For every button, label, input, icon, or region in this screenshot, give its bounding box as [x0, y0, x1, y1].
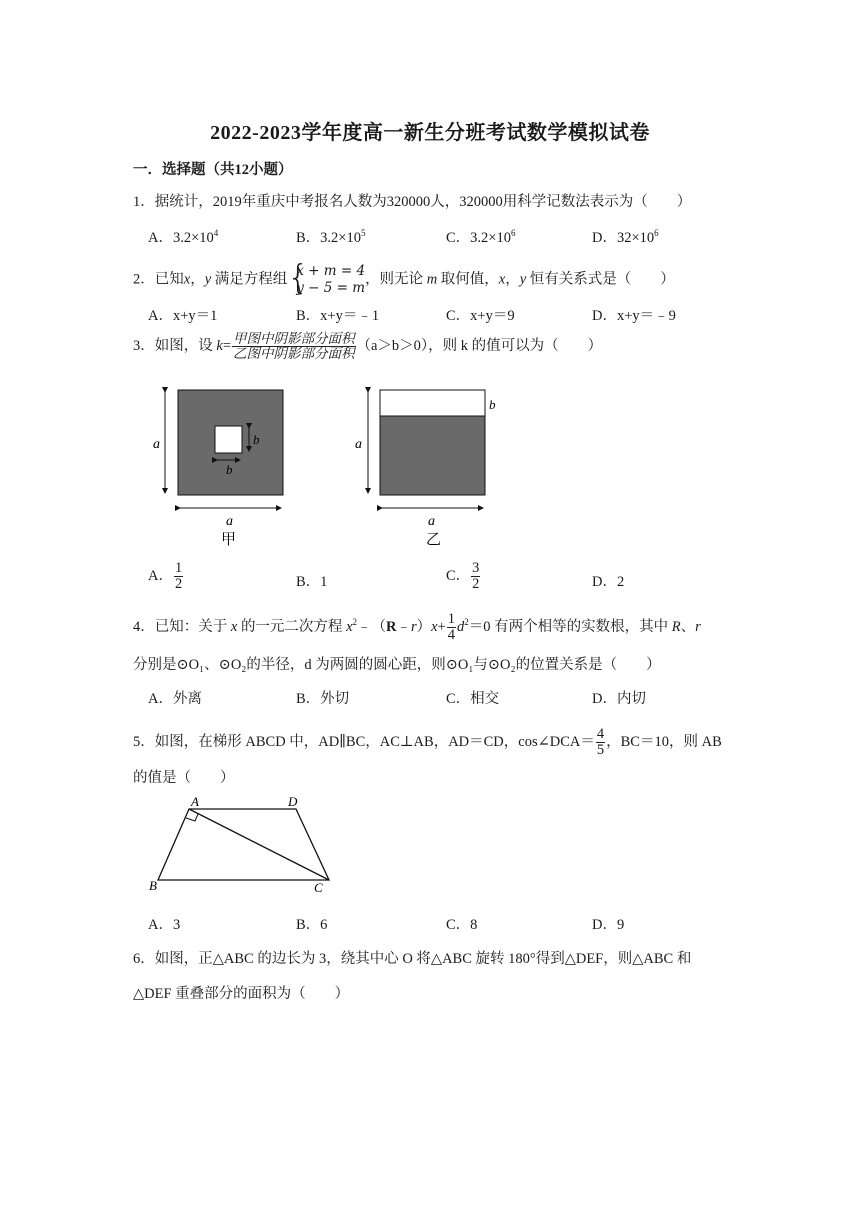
fig-jia-label-b-bottom: b [226, 462, 233, 477]
vertex-a: A [191, 794, 199, 809]
fig-yi-shaded [380, 416, 485, 495]
vertex-c: C [314, 880, 323, 895]
q2-stem: 2．已知x，y 满足方程组 { x + m = 4 y − 5 = m ，则无论 m 取何值，x，y 恒有关系式是（ ） [133, 258, 675, 298]
q1-option-b: B．$3.2\times 10^5$ [296, 228, 366, 246]
q4-stem-line2: 分别是⊙O₁、⊙O₂的半径，d 为两圆的圆心距，则⊙O₁与⊙O₂的位置关系是（ ） [133, 657, 661, 673]
fig-yi-top [380, 390, 485, 416]
q5-option-a: A．3 [148, 917, 181, 933]
q3-option-d: D．2 [592, 574, 625, 590]
diagonal-ac [189, 809, 329, 880]
q5-stem-line1: 5．如图，在梯形 ABCD 中，AD∥BC，AC⊥AB，AD＝CD，cos∠DCA＝ $\frac{4}{5}$ ，BC＝10，则 AB [133, 726, 722, 759]
q1-option-a: A．$3.2\times 10^4$ [148, 228, 219, 246]
q5-option-b: B．6 [296, 917, 328, 933]
fig-jia-caption: 甲 [221, 532, 237, 548]
fig-jia-label-a-bottom: a [226, 514, 233, 529]
fig-jia-hole [215, 426, 242, 453]
q5-option-d: D．9 [592, 917, 625, 933]
q2-option-d: D．x+y＝﹣9 [592, 308, 676, 324]
fig-jia-label-b-side: b [253, 432, 260, 447]
q4-option-b: B．外切 [296, 691, 350, 707]
q3-stem: 3．如图，设 k= $\frac{\text{甲图中阴影部分面积}}{\text{乙图中阴影部分面积}}$ （a＞b＞0），则 k 的值可以为（ ） [133, 331, 603, 362]
q4-option-c: C．相交 [446, 691, 500, 707]
q1-option-d: D．$32\times 10^6$ [592, 228, 659, 246]
q4-stem-line1: 4．已知：关于 x 的一元二次方程 $x^2﹣(R﹣r)x+$ $\frac{1}{4}$ $d^2=0$ 有两个相等的实数根，其中 R、r [133, 611, 701, 644]
q1-option-c: C．$3.2\times 10^6$ [446, 228, 516, 246]
q4-option-d: D．内切 [592, 691, 646, 707]
q6-stem-line2: △DEF 重叠部分的面积为（ ） [133, 986, 350, 1002]
equation-system: { x + m = 4 y − 5 = m [287, 258, 366, 298]
q5-trapezoid-figure [146, 792, 346, 896]
page-title: 2022-2023学年度高一新生分班考试数学模拟试卷 [210, 122, 650, 144]
q2-option-a: A．x+y＝1 [148, 308, 218, 324]
q3-option-a: A． $\frac{1}{2}$ [148, 560, 183, 593]
vertex-d: D [288, 794, 298, 809]
q4-option-a: A．外离 [148, 691, 202, 707]
section-heading: 一．选择题（共12小题） [133, 162, 293, 178]
right-angle-mark [186, 814, 198, 821]
q1-stem: 1．据统计，2019年重庆中考报名人数为320000人，320000用科学记数法表示为（ ） [133, 194, 692, 210]
fig-jia-label-a-side: a [153, 437, 160, 452]
vertex-b: B [149, 878, 157, 893]
q6-stem-line1: 6．如图，正△ABC 的边长为 3，绕其中心 O 将△ABC 旋转 180°得到△DEF，则△ABC 和 [133, 951, 692, 967]
fig-yi-label-b: b [489, 397, 496, 412]
q3-option-c: C． $\frac{3}{2}$ [446, 560, 480, 593]
q2-option-c: C．x+y＝9 [446, 308, 515, 324]
q2-option-b: B．x+y＝﹣1 [296, 308, 380, 324]
trapezoid-abcd [158, 809, 329, 880]
q3-figures [148, 382, 508, 550]
q5-stem-line2: 的值是（ ） [133, 770, 235, 786]
fig-yi-label-a-side: a [355, 437, 362, 452]
fig-yi-caption: 乙 [426, 532, 442, 548]
area-ratio-fraction: $\frac{\text{甲图中阴影部分面积}}{\text{乙图中阴影部分面积}}$ [233, 331, 355, 362]
q3-option-b: B．1 [296, 574, 328, 590]
q5-option-c: C．8 [446, 917, 478, 933]
fig-yi-label-a-bottom: a [428, 514, 435, 529]
